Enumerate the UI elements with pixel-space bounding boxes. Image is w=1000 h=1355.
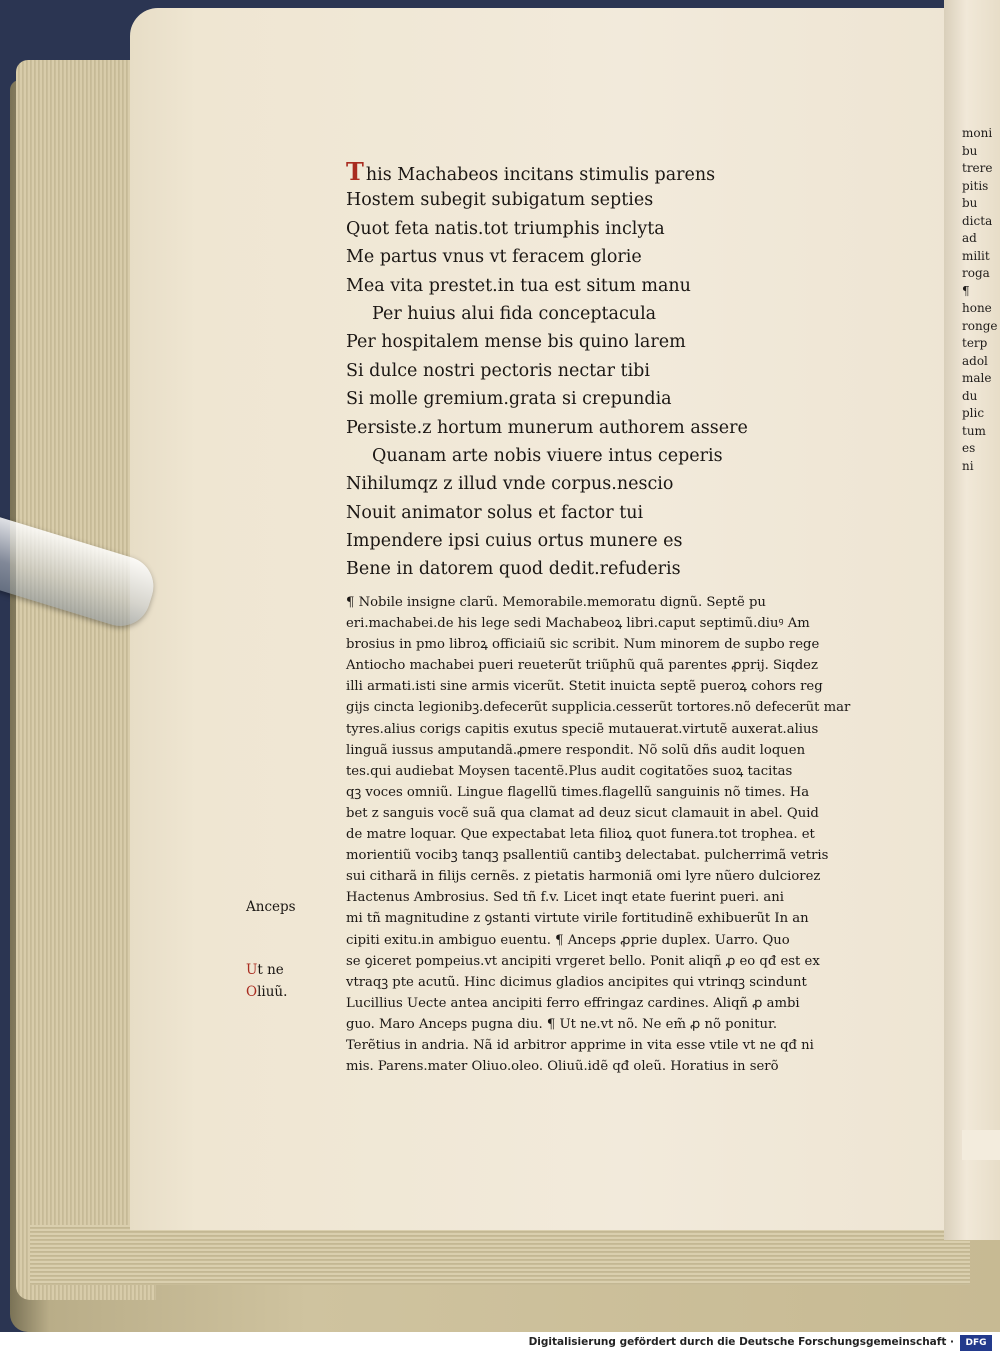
poem-line-text: Nihilumqz z illud vnde corpus.nescio <box>346 474 674 495</box>
commentary-line: illi armati.isti sine armis vicerũt. Stetit inuicta septẽ pueroꝝ cohors reg <box>346 679 823 695</box>
commentary-line: morientiũ vocibꝫ tanqꝫ psallentiũ cantibꝫ delectabat. pulcherrimã vetris <box>346 848 829 864</box>
commentary-line: se ꝯiceret pompeius.vt ancipiti vrgeret bello. Ponit aliqñ ꝓ eo qđ est ex <box>346 953 820 969</box>
poem-line-text: Per hospitalem mense bis quino larem <box>346 332 686 353</box>
facing-fragment: terp <box>962 336 988 350</box>
margin-note-text: Ut ne <box>246 962 284 978</box>
poem-line <box>346 385 766 413</box>
page-edges-bottom <box>30 1225 970 1285</box>
poem-line-text: Hostem subegit subigatum septies <box>346 190 654 211</box>
commentary-line: guo. Maro Anceps pugna diu. ¶ Ut ne.vt nõ. Ne em̃ ꝓ nõ ponitur. <box>346 1016 778 1032</box>
poem-line-text: Impendere ipsi cuius ortus munere es <box>346 531 683 552</box>
facing-fragment: ad <box>962 231 977 245</box>
poem-block <box>346 158 766 584</box>
dfg-logo: DFG <box>960 1335 992 1351</box>
margin-note-text: Oliuũ. <box>246 984 288 1000</box>
commentary-line: mi tñ magnitudine z ꝯstanti virtute virile fortitudinẽ exhibuerũt In an <box>346 911 809 927</box>
margin-note-ut-ne <box>246 962 284 978</box>
facing-fragment: milit <box>962 248 990 263</box>
facing-fragment: ni <box>962 458 974 473</box>
commentary-line: bet z sanguis vocẽ suã qua clamat ad deuz sicut clamauit in abel. Quid <box>346 805 819 821</box>
poem-line <box>346 328 766 356</box>
facing-fragment: plic <box>962 406 985 420</box>
poem-line-text: Si dulce nostri pectoris nectar tibi <box>346 360 650 381</box>
facing-fragment: ronge <box>962 318 998 333</box>
poem-line <box>346 414 766 442</box>
poem-line <box>346 300 766 328</box>
commentary-line: Hactenus Ambrosius. Sed tñ f.v. Licet inqt etate fuerint pueri. ani <box>346 890 784 906</box>
facing-fragment: trere <box>962 161 993 175</box>
poem-line-text: Persiste.z hortum munerum authorem assere <box>346 417 748 438</box>
poem-line <box>346 215 766 243</box>
margin-note-text: Anceps <box>246 899 296 915</box>
poem-line <box>346 357 766 385</box>
commentary-line: brosius in pmo libroꝝ officiaiũ sic scribit. Num minorem de supbo rege <box>346 637 820 653</box>
commentary-block <box>346 592 876 1077</box>
commentary-line: qꝫ voces omniũ. Lingue flagellũ times.flagellũ sanguinis nõ times. Ha <box>346 784 810 800</box>
poem-line <box>346 243 766 271</box>
facing-fragment: pitis <box>962 178 989 193</box>
facing-fragment: moni <box>962 126 993 140</box>
commentary-line: Terẽtius in andria. Nã id arbitror apprime in vita esse vtile vt ne qđ ni <box>346 1037 814 1053</box>
poem-line <box>346 470 766 498</box>
facing-fragment: tum <box>962 423 986 438</box>
footer-bar <box>0 1332 1000 1355</box>
commentary-line: eri.machabei.de his lege sedi Machabeoꝝ libri.caput septimũ.diuꝰ Am <box>346 616 810 632</box>
facing-fragment: male <box>962 371 992 385</box>
commentary-line: ¶ Nobile insigne clarũ. Memorabile.memoratu dignũ. Septẽ pu <box>346 595 766 610</box>
red-initial: T <box>346 157 364 186</box>
facing-fragment: es <box>962 441 976 455</box>
poem-line <box>346 442 766 470</box>
poem-line <box>346 499 766 527</box>
facing-fragment: hone <box>962 301 992 315</box>
facing-fragment: ¶ <box>962 283 970 298</box>
facing-fragment: du <box>962 388 978 403</box>
poem-line <box>346 186 766 214</box>
poem-line-text: his Machabeos incitans stimulis parens <box>365 165 716 185</box>
poem-line-text: Bene in datorem quod dedit.refuderis <box>346 559 681 580</box>
commentary-line: sui citharã in filijs cernẽs. z pietatis harmoniã omi lyre nũero dulciorez <box>346 869 821 885</box>
facing-page-text <box>962 125 1000 475</box>
commentary-line: mis. Parens.mater Oliuo.oleo. Oliuũ.idẽ qđ oleũ. Horatius in serõ <box>346 1059 779 1075</box>
poem-line-text: Quanam arte nobis viuere intus ceperis <box>372 445 723 466</box>
commentary-line: Antiocho machabei pueri reueterũt triũphũ quã parentes ꝓprij. Siqdez <box>346 658 818 674</box>
poem-line-text: Si molle gremium.grata si crepundia <box>346 389 672 410</box>
margin-note-anceps <box>246 899 296 915</box>
poem-line <box>346 272 766 300</box>
margin-note-oliuum <box>246 984 287 1000</box>
poem-line <box>346 527 766 555</box>
commentary-line: de matre loquar. Que expectabat leta filioꝝ quot funera.tot trophea. et <box>346 827 815 843</box>
facing-fragment: roga <box>962 266 990 280</box>
commentary-line: Lucillius Uecte antea ancipiti ferro effringaz cardines. Aliqñ ꝓ ambi <box>346 995 800 1011</box>
poem-line-text: Per huius alui fida conceptacula <box>372 303 657 324</box>
poem-line-text: Me partus vnus vt feracem glorie <box>346 247 642 268</box>
paper-tab <box>962 1130 1000 1160</box>
footer-credit: Digitalisierung gefördert durch die Deutsche Forschungsgemeinschaft · <box>528 1336 954 1348</box>
facing-fragment: dicta <box>962 213 993 228</box>
facing-fragment: adol <box>962 353 988 368</box>
commentary-line: gijs cincta legionibꝫ.defecerũt supplicia.cesserũt tortores.nõ defecerũt mar <box>346 700 851 716</box>
poem-line-text: Nouit animator solus et factor tui <box>346 502 644 523</box>
poem-line <box>346 158 766 186</box>
commentary-line: tyres.alius corigs capitis exutus speciẽ mutauerat.virtutẽ auxerat.alius <box>346 721 819 737</box>
poem-line <box>346 555 766 583</box>
poem-line-text: Quot feta natis.tot triumphis inclyta <box>346 218 665 239</box>
facing-fragment: bu <box>962 196 978 210</box>
commentary-line: linguã iussus amputandã.ꝓmere respondit. Nõ solũ dñs audit loquen <box>346 742 806 758</box>
commentary-line: tes.qui audiebat Moysen tacentẽ.Plus audit cogitatões suoꝝ tacitas <box>346 763 793 779</box>
poem-line-text: Mea vita prestet.in tua est situm manu <box>346 275 691 296</box>
commentary-line: cipiti exitu.in ambiguo euentu. ¶ Anceps ꝓprie duplex. Uarro. Quo <box>346 932 790 948</box>
commentary-line: vtraqꝫ pte acutũ. Hinc dicimus gladios ancipites qui vtrinqꝫ scindunt <box>346 974 807 990</box>
facing-fragment: bu <box>962 143 978 158</box>
